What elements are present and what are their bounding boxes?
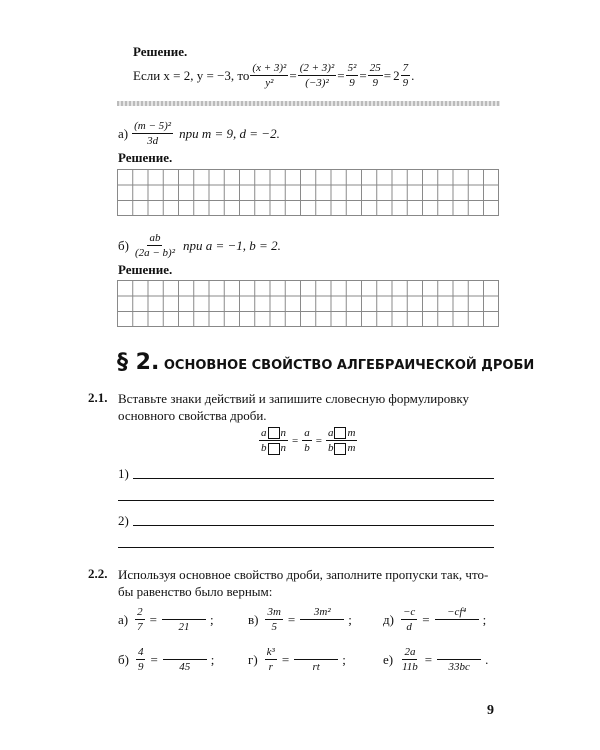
task-b-condition: при a = −1, b = 2. xyxy=(183,237,281,253)
page-number: 9 xyxy=(487,703,494,718)
task-b xyxy=(118,232,281,259)
exercise-2-2-text xyxy=(118,566,503,600)
given-fraction: $\frac{2a}{11b}$ xyxy=(402,646,418,673)
task-a-solution-label: Решение. xyxy=(118,150,173,165)
given-fraction: $\frac{4}{9}$ xyxy=(137,646,144,673)
given-fraction: $\frac{2}{7}$ xyxy=(137,606,143,633)
item-label: а) xyxy=(118,611,129,627)
exercise-2-1-number: 2.1. xyxy=(88,390,108,405)
section-divider xyxy=(117,101,500,106)
answer-line-1b[interactable] xyxy=(118,500,494,501)
example-fraction-step2: $\frac{\text{5²}}{9}$ xyxy=(347,62,357,89)
example-fraction-sub: $\frac{\text{(2 + 3)²}}{\text{(−3)²}}$ xyxy=(299,62,335,89)
section-heading xyxy=(117,350,534,375)
answer-grid-a[interactable] xyxy=(117,169,499,216)
item-label: б) xyxy=(118,651,129,667)
example-text: Если x = 2, y = −3, то xyxy=(133,67,250,83)
fraction-item: д) $\frac{-c}{d}$ = −cf⁴ ; xyxy=(383,606,487,633)
answer-item-2-label: 2) xyxy=(118,513,129,528)
blank-fraction[interactable]: rt xyxy=(294,646,338,673)
sign-box-1[interactable] xyxy=(268,427,280,439)
example-fraction-step3: $\frac{25}{9}$ xyxy=(369,62,381,89)
answer-grid-b[interactable] xyxy=(117,280,499,327)
exercise-2-2-line2: бы равенство было верным: xyxy=(118,584,273,599)
exercise-2-1-text xyxy=(118,390,503,424)
blank-fraction[interactable]: 21 xyxy=(162,606,206,633)
answer-item-1-label: 1) xyxy=(118,466,129,481)
fraction-item: а) $\frac{2}{7}$ = 21 ; xyxy=(118,606,214,633)
example-result-whole: 2 xyxy=(393,67,400,83)
item-label: г) xyxy=(248,651,258,667)
task-a-label: а) xyxy=(118,125,129,141)
worked-example: Если x = 2, y = −3, то $\frac{\text{(x + 3)²}}{\text{y²}}$ = $\frac{\text{(2 + 3)²}}{\text{(−3)²}}$ = $\frac{\text{5²}}{9}$ = $\frac{25}{9}$ = 2 $\frac{7}{9}$ . xyxy=(133,62,415,89)
item-label: е) xyxy=(383,651,394,667)
exercise-2-1-line1: Вставьте знаки действий и запишите словесную формулировку xyxy=(118,391,470,406)
given-fraction: $\frac{3m}{5}$ xyxy=(267,606,281,633)
fraction-item: б) $\frac{4}{9}$ = 45 ; xyxy=(118,646,215,673)
task-b-label: б) xyxy=(118,237,129,253)
blank-fraction[interactable]: 45 xyxy=(163,646,207,673)
task-a xyxy=(118,120,280,147)
task-a-condition: при m = 9, d = −2. xyxy=(179,125,280,141)
given-fraction: $\frac{-c}{d}$ xyxy=(402,606,416,633)
blank-fraction[interactable]: 33bc xyxy=(437,646,481,673)
exercise-2-2-number: 2.2. xyxy=(88,566,108,581)
blank-fraction[interactable]: 3m² xyxy=(300,606,344,633)
section-title: ОСНОВНОЕ СВОЙСТВО АЛГЕБРАИЧЕСКОЙ ДРОБИ xyxy=(163,358,535,373)
fraction-item: в) $\frac{3m}{5}$ = 3m² ; xyxy=(248,606,352,633)
given-fraction: $\frac{\text{k³}}{r}$ xyxy=(266,646,275,673)
item-label: в) xyxy=(248,611,259,627)
sign-box-3[interactable] xyxy=(334,427,346,439)
fraction-item: г) $\frac{\text{k³}}{r}$ = rt ; xyxy=(248,646,346,673)
task-b-solution-label: Решение. xyxy=(118,262,173,277)
blank-fraction[interactable]: −cf⁴ xyxy=(435,606,479,633)
property-formula: $\frac{\text{a n}}{\text{b n}}$ = $\frac{a}{b}$ = $\frac{\text{a m}}{\text{b m}}$ xyxy=(261,427,356,455)
exercise-2-1-line2: основного свойства дроби. xyxy=(118,408,267,423)
formula-fraction-left: $\frac{\text{a n}}{\text{b n}}$ xyxy=(261,427,286,455)
solution-label: Решение. xyxy=(133,44,188,59)
item-label: д) xyxy=(383,611,394,627)
task-a-fraction: $\frac{\text{(m − 5)²}}{3d}$ xyxy=(134,120,172,147)
section-number: § 2. xyxy=(117,350,160,375)
answer-line-2b[interactable] xyxy=(118,547,494,548)
exercise-2-2-line1: Используя основное свойство дроби, заполните пропуски так, что- xyxy=(118,567,489,582)
formula-fraction-right: $\frac{\text{a m}}{\text{b m}}$ xyxy=(327,427,356,455)
example-fraction-lhs: $\frac{\text{(x + 3)²}}{\text{y²}}$ xyxy=(252,62,287,89)
fraction-item: е) $\frac{2a}{11b}$ = 33bc . xyxy=(383,646,489,673)
answer-line-2[interactable] xyxy=(133,525,494,526)
formula-fraction-middle: $\frac{a}{b}$ xyxy=(304,427,310,455)
sign-box-4[interactable] xyxy=(334,443,346,455)
task-b-fraction: $\frac{ab}{\text{(2a − b)²}}$ xyxy=(134,232,175,259)
answer-line-1[interactable] xyxy=(133,478,494,479)
sign-box-2[interactable] xyxy=(268,443,280,455)
example-result-fraction: $\frac{7}{9}$ xyxy=(402,62,409,89)
